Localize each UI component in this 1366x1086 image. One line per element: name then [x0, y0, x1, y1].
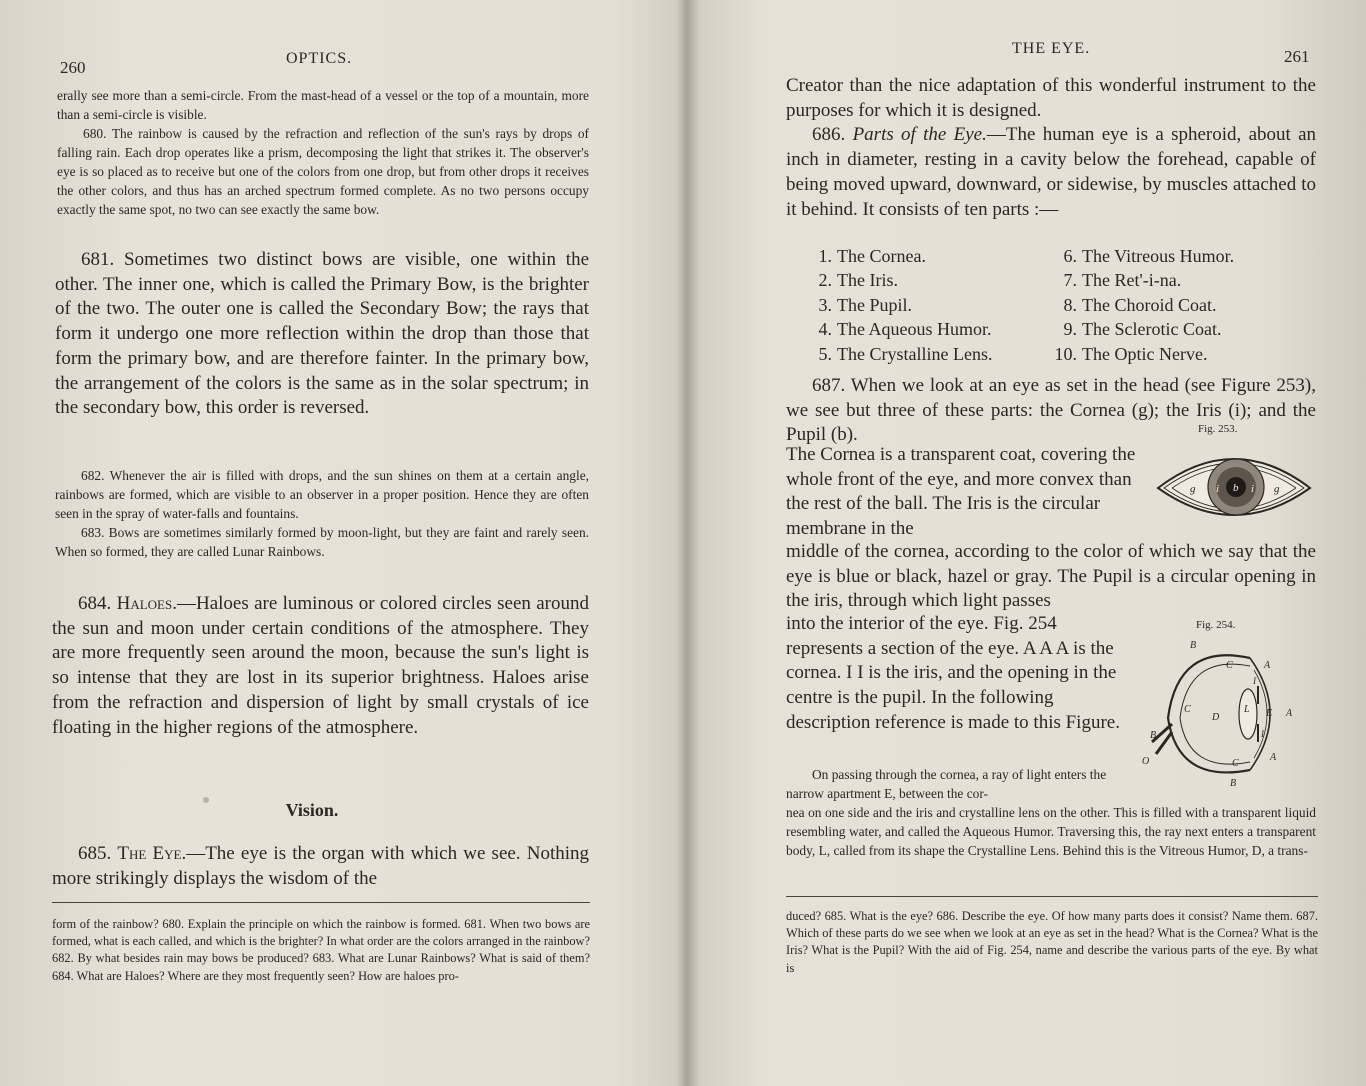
right-page [690, 0, 1366, 1086]
section-heading-vision: Vision. [285, 800, 339, 820]
fig-253-label: i [1216, 483, 1220, 495]
left-footnote-rule [52, 902, 590, 903]
fig-253-label: i [1251, 483, 1255, 495]
list-item: 5. The Crystalline Lens. [818, 343, 993, 364]
the-eye-title: The Eye. [117, 843, 187, 864]
left-page-number: 260 [60, 58, 86, 77]
parts-of-eye-title: Parts of the Eye. [852, 124, 987, 146]
list-item: 2. The Iris. [818, 270, 898, 291]
paper-spot [203, 797, 209, 803]
paragraph-685-number: 685. [78, 843, 112, 864]
fig-254-label: C [1226, 660, 1233, 671]
paragraph-684-text: —Haloes are luminous or colored circles seen around the sun and moon under certain conditions of the atmosphere. They are more frequently seen around the moon, because the sun's light is so intense that they are lost in its superior brightness. Haloes arise from the refraction and dispersion of light by small crystals of ice floating in the higher regions of the atmosphere. [52, 593, 589, 738]
paragraph-688-wrap: On passing through the cornea, a ray of light enters the narrow apartment E, between the cor- [786, 767, 1107, 801]
paragraph-686-text: —The human eye is a spheroid, about an inch in diameter, resting in a cavity below the forehead, capable of being moved upward, downward, or sidewise, by muscles attached to it behind. It consists of ten parts :— [786, 124, 1317, 220]
fig-254-label: A [1264, 660, 1271, 671]
fig-254-label: C [1184, 704, 1191, 715]
list-item: 10. The Optic Nerve. [1054, 343, 1208, 364]
right-running-head: THE EYE. [1012, 40, 1091, 57]
fig-254-label: A [1270, 752, 1277, 763]
fig-254-eye-section [1142, 634, 1320, 794]
fig-254-label: B [1150, 730, 1157, 741]
paragraph-684-number: 684. [78, 593, 112, 614]
fig-254-label: B [1190, 640, 1197, 651]
fig-254-label: I [1253, 676, 1256, 686]
fig-253-eye-illustration [1154, 436, 1314, 536]
paragraph-680: 680. The rainbow is caused by the refraction and reflection of the sun's rays by drops of falling rain. Each drop operates like a prism, decomposing the light that strikes it. The observer's eye is so placed as to receive but one of the colors from one drop, but from other drops it receives the other colors, and thus has an arched spectrum formed complete. As no two persons occupy exactly the same spot, no two can see exactly the same bow. [57, 126, 589, 217]
list-item: 7. The Ret'-i-na. [1063, 270, 1182, 291]
list-item: 8. The Choroid Coat. [1063, 294, 1217, 315]
list-item: 9. The Sclerotic Coat. [1063, 319, 1222, 340]
paragraph-687-top: 687. When we look at an eye as set in the head (see Figure 253), we see but three of these parts: the Cornea (g); the Iris (i); and the Pupil (b). [786, 375, 1316, 446]
paragraph-687-wrap-1: The Cornea is a transparent coat, covering the whole front of the eye, and more convex than the rest of the ball. The Iris is the circular membrane in the [786, 444, 1136, 540]
list-item: 1. The Cornea. [818, 246, 926, 266]
fig-254-caption: Fig. 254. [1196, 619, 1236, 631]
paragraph-679-cont: erally see more than a semi-circle. From the mast-head of a vessel or the top of a mountain, more than a semi-circle is visible. [57, 88, 589, 122]
fig-253-label: g [1274, 483, 1280, 495]
fig-254-label: A [1286, 708, 1293, 719]
fig-253-label: b [1233, 482, 1239, 494]
haloes-title: Haloes. [116, 593, 177, 614]
paragraph-685-cont: Creator than the nice adaptation of this wonderful instrument to the purposes for which it is designed. 686. Parts of the Eye.—The human eye is a spheroid, about an inch in diameter, resting in a cavity below the forehead, capable of being moved upward, downward, or sidewise, by muscles attached to it behind. It consists of ten parts :— [786, 74, 1316, 222]
paragraph-684 [52, 592, 589, 740]
fig-253-label: g [1190, 483, 1196, 495]
right-footnote-questions: duced? 685. What is the eye? 686. Describe the eye. Of how many parts does it consist? Name them. 687. Which of these parts do we see when we look at an eye as set in the head? What is the Cornea? What is the Iris? What is the Pupil? With the aid of Fig. 254, name and describe the various parts of the eye. By what is [786, 909, 1318, 975]
fig-254-label: O [1142, 756, 1150, 767]
right-footnote-rule [786, 896, 1318, 897]
left-running-head: OPTICS. [286, 50, 353, 67]
fig-254-label: I [1261, 729, 1264, 739]
fig-254-label: B [1230, 778, 1237, 789]
paragraph-687-middle: middle of the cornea, according to the color of which we say that the eye is blue or black, hazel or gray. The Pupil is a circular opening in the iris, through which light passes [786, 541, 1316, 612]
paragraph-685-text: —The eye is the organ with which we see. Nothing more strikingly displays the wisdom of the [52, 843, 589, 889]
list-item: 3. The Pupil. [818, 294, 912, 315]
right-page-number: 261 [1284, 47, 1310, 66]
paragraph-688-full: nea on one side and the iris and crystalline lens on the other. This is filled with a transparent liquid resembling water, and called the Aqueous Humor. Traversing this, the ray next enters a transparent body, L, called from its shape the Crystalline Lens. Behind this is the Vitreous Humor, D, a trans- [786, 805, 1316, 858]
small-print-block-1 [57, 86, 589, 219]
fig-254-label: C [1232, 758, 1239, 769]
fig-254-label: E [1266, 708, 1273, 719]
paragraph-686-number: 686. [812, 124, 846, 146]
fig-254-label: D [1212, 712, 1220, 723]
left-footnote-questions: form of the rainbow? 680. Explain the principle on which the rainbow is formed. 681. When two bows are formed, what is each called, and which is the brighter? In what order are the colors arranged in the rainbow? 682. By what besides rain may bows be produced? 683. What are Lunar Rainbows? What is said of them? 684. What are Haloes? Where are they most frequently seen? How are haloes pro- [52, 917, 590, 983]
paragraph-682: 682. Whenever the air is filled with drops, and the sun shines on them at a certain angle, rainbows are formed, which are visible to an observer in a proper position. Hence they are often seen in the spray of water-falls and fountains. [55, 468, 589, 521]
list-item: 6. The Vitreous Humor. [1063, 246, 1235, 266]
list-item: 4. The Aqueous Humor. [818, 319, 992, 340]
fig-254-label: L [1244, 704, 1250, 715]
paragraph-687-wrap-2: into the interior of the eye. Fig. 254 represents a section of the eye. A A A is the cornea. I I is the iris, and the opening in the centre is the pupil. In the following description reference is made to this Figure. [786, 613, 1120, 733]
eye-parts-list [806, 244, 1316, 366]
paragraph-685 [52, 842, 589, 891]
small-print-block-2 [55, 466, 589, 561]
paragraph-686 [786, 123, 1316, 222]
fig-253-caption: Fig. 253. [1198, 423, 1238, 435]
paragraph-683: 683. Bows are sometimes similarly formed by moon-light, but they are faint and rarely seen. When so formed, they are called Lunar Rainbows. [55, 525, 589, 559]
paragraph-681: 681. Sometimes two distinct bows are visible, one within the other. The inner one, which is called the Primary Bow, is the brighter of the two. The outer one is called the Secondary Bow; the rays that form it undergo one more reflection within the drop than those that form the primary bow, and are therefore fainter. In the primary bow, the arrangement of the colors is the same as in the solar spectrum; in the secondary bow, this order is reversed. [55, 249, 589, 419]
